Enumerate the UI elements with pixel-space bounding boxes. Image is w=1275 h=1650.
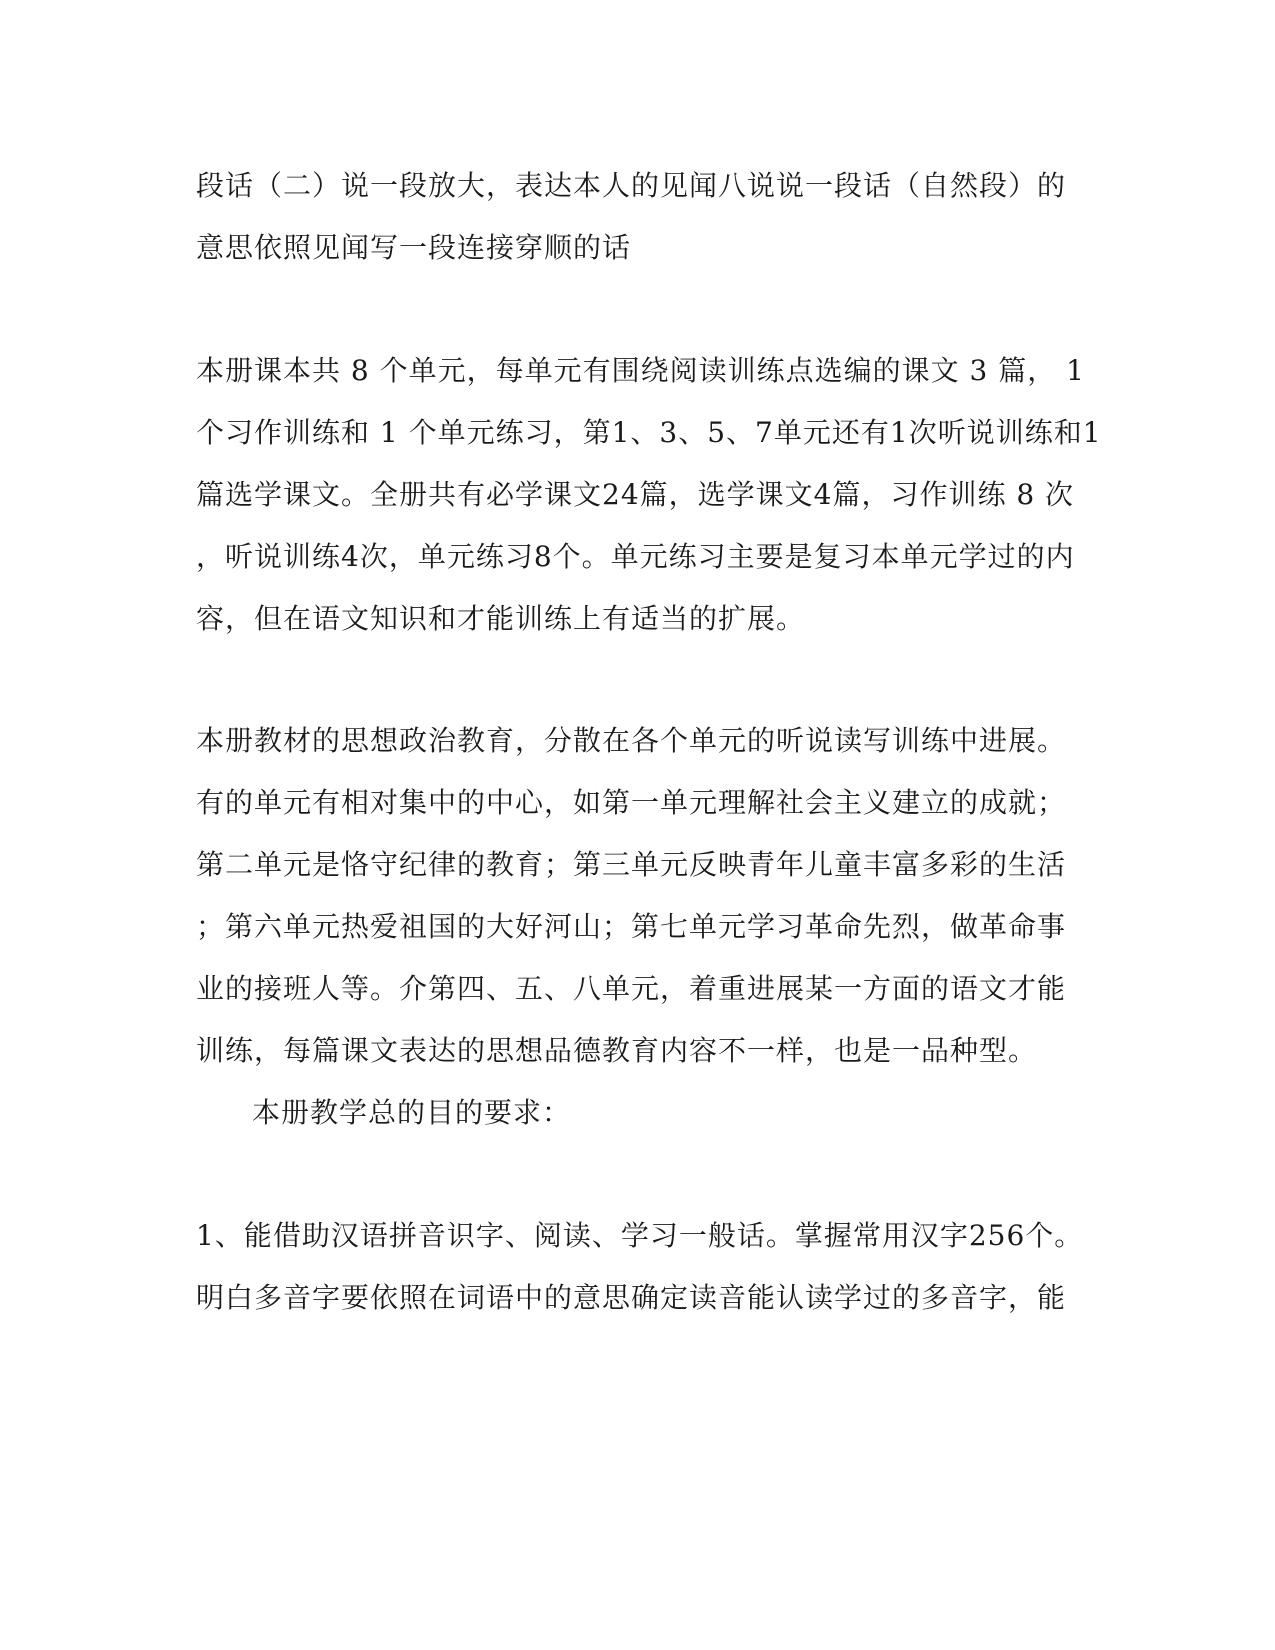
paragraph-3-line-5: 业的接班人等。介第四、五、八单元，着重进展某一方面的语文才能: [196, 972, 1067, 1005]
paragraph-3-line-4: ；第六单元热爱祖国的大好河山；第七单元学习革命先烈，做革命事: [196, 910, 1067, 943]
paragraph-5-line-1: 1、能借助汉语拼音识字、阅读、学习一般话。掌握常用汉字256个。: [196, 1219, 1084, 1252]
paragraph-2-line-1: 本册课本共 8 个单元，每单元有围绕阅读训练点选编的课文 3 篇， 1: [196, 354, 1085, 387]
paragraph-2-line-2: 个习作训练和 1 个单元练习，第1、3、5、7单元还有1次听说训练和1: [196, 416, 1102, 449]
paragraph-5-line-2: 明白多音字要依照在词语中的意思确定读音能认读学过的多音字，能: [196, 1281, 1067, 1314]
teaching-goals-heading: 本册教学总的目的要求：: [252, 1096, 572, 1129]
paragraph-3-line-2: 有的单元有相对集中的中心，如第一单元理解社会主义建立的成就；: [196, 786, 1067, 819]
paragraph-2-line-4: ，听说训练4次，单元练习8个。单元练习主要是复习本单元学过的内: [196, 540, 1075, 573]
paragraph-3-line-3: 第二单元是恪守纪律的教育；第三单元反映青年儿童丰富多彩的生活: [196, 848, 1067, 881]
paragraph-1-line-2: 意思依照见闻写一段连接穿顺的话: [196, 231, 632, 264]
paragraph-2-line-5: 容，但在语文知识和才能训练上有适当的扩展。: [196, 602, 806, 635]
paragraph-2-line-3: 篇选学课文。全册共有必学课文24篇，选学课文4篇，习作训练 8 次: [196, 478, 1075, 511]
paragraph-1-line-1: 段话（二）说一段放大，表达本人的见闻八说说一段话（自然段）的: [196, 169, 1067, 202]
paragraph-3-line-1: 本册教材的思想政治教育，分散在各个单元的听说读写训练中进展。: [196, 724, 1067, 757]
paragraph-3-line-6: 训练，每篇课文表达的思想品德教育内容不一样，也是一品种型。: [196, 1034, 1038, 1067]
